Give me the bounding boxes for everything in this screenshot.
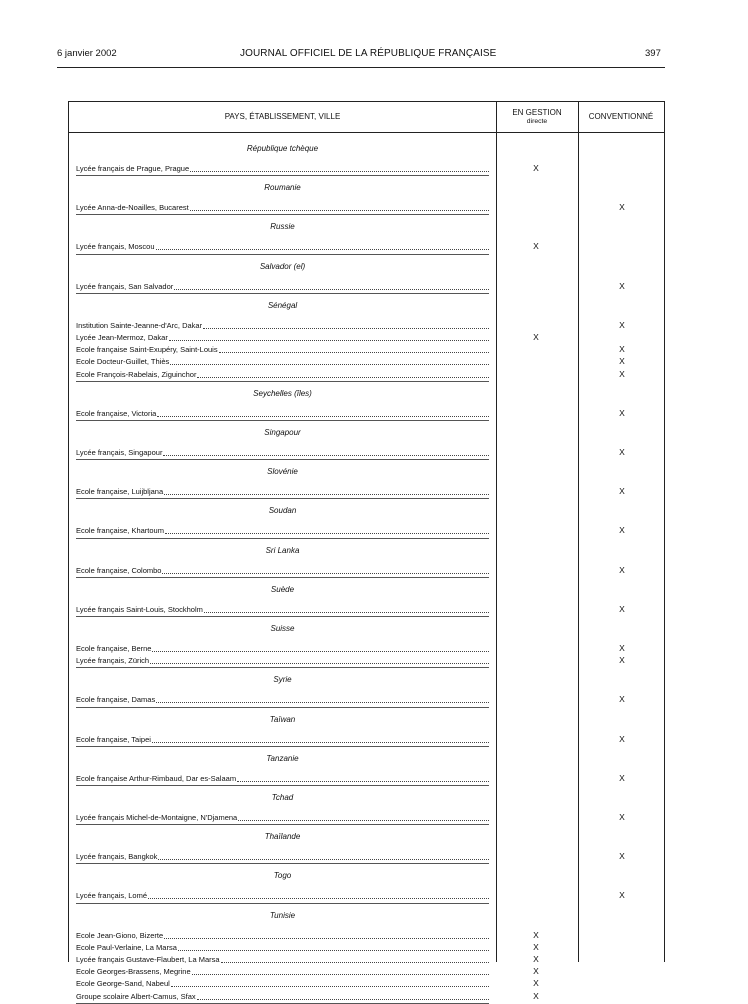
dot-leader bbox=[238, 820, 489, 821]
school-name: Lycée français de Prague, Prague bbox=[76, 164, 190, 173]
table-header-rule bbox=[69, 132, 664, 133]
gestion-mark: X bbox=[533, 990, 539, 1001]
column-divider-gestion bbox=[496, 102, 497, 962]
dot-leader bbox=[197, 377, 489, 378]
schools-table bbox=[68, 101, 665, 1001]
table-row bbox=[76, 990, 489, 1002]
dot-leader bbox=[171, 986, 489, 987]
dot-leader bbox=[157, 416, 489, 417]
group-separator bbox=[76, 254, 489, 255]
column-header-gestion-sub: directe bbox=[526, 118, 548, 125]
dot-leader bbox=[156, 702, 489, 703]
school-name: Ecole française, Luijbljana bbox=[76, 487, 164, 497]
school-name: Ecole française, Colombo bbox=[76, 565, 162, 575]
school-name: Ecole française Saint-Exupéry, Saint-Louis bbox=[76, 345, 218, 355]
conventionne-mark: X bbox=[619, 486, 625, 497]
conventionne-mark: X bbox=[619, 655, 625, 666]
country-heading: Sénégal bbox=[267, 300, 298, 310]
group-separator bbox=[76, 459, 489, 460]
table-row bbox=[76, 642, 489, 654]
table-row bbox=[76, 331, 489, 343]
dot-leader bbox=[190, 210, 489, 211]
school-name: Lycée français, San Salvador bbox=[76, 281, 174, 291]
column-header-pays: PAYS, ÉTABLISSEMENT, VILLE bbox=[224, 112, 341, 121]
table-row bbox=[76, 733, 489, 745]
dot-leader bbox=[169, 340, 489, 341]
school-name: Ecole Georges-Brassens, Megrine bbox=[76, 967, 191, 977]
group-separator bbox=[76, 707, 489, 708]
dot-leader bbox=[204, 612, 489, 613]
conventionne-mark: X bbox=[619, 694, 625, 705]
conventionne-mark: X bbox=[619, 356, 625, 367]
group-separator bbox=[76, 420, 489, 421]
conventionne-mark: X bbox=[619, 447, 625, 457]
table-row bbox=[76, 929, 489, 941]
group-separator bbox=[76, 175, 489, 176]
conventionne-mark: X bbox=[619, 890, 625, 901]
gestion-mark: X bbox=[533, 332, 539, 342]
school-name: Lycée Jean-Mermoz, Dakar bbox=[76, 333, 168, 342]
dot-leader bbox=[190, 171, 489, 172]
group-separator bbox=[76, 538, 489, 539]
table-row bbox=[76, 485, 489, 497]
table-row bbox=[76, 654, 489, 666]
table-row bbox=[76, 850, 489, 862]
conventionne-mark: X bbox=[619, 525, 625, 536]
school-name: Ecole française, Victoria bbox=[76, 408, 157, 418]
conventionne-mark: X bbox=[619, 603, 625, 614]
table-row bbox=[76, 965, 489, 977]
country-heading: Suisse bbox=[270, 624, 295, 633]
school-name: Groupe scolaire Albert-Camus, Sfax bbox=[76, 991, 196, 1001]
conventionne-mark: X bbox=[619, 202, 625, 213]
table-row bbox=[76, 977, 489, 989]
gestion-mark: X bbox=[533, 954, 539, 964]
table-row bbox=[76, 953, 489, 965]
group-separator bbox=[76, 863, 489, 864]
dot-leader bbox=[165, 533, 489, 534]
table-row bbox=[76, 772, 489, 784]
conventionne-mark: X bbox=[619, 368, 625, 379]
table-row bbox=[76, 240, 489, 252]
school-name: Lycée français Michel-de-Montaigne, N'Djamena bbox=[76, 813, 238, 822]
country-heading: Russie bbox=[270, 222, 295, 232]
country-heading: Seychelles (îles) bbox=[253, 388, 312, 398]
country-heading: Taïwan bbox=[269, 714, 296, 724]
table-row bbox=[76, 811, 489, 823]
school-name: Lycée français, Lomé bbox=[76, 891, 148, 901]
group-separator bbox=[76, 381, 489, 382]
dot-leader bbox=[150, 663, 489, 664]
table-row bbox=[76, 407, 489, 419]
header-page-number: 397 bbox=[645, 48, 661, 59]
country-heading: République tchèque bbox=[246, 144, 319, 153]
table-row bbox=[76, 343, 489, 355]
dot-leader bbox=[156, 249, 489, 250]
conventionne-mark: X bbox=[619, 564, 625, 575]
header-date: 6 janvier 2002 bbox=[57, 48, 117, 59]
dot-leader bbox=[178, 950, 489, 951]
dot-leader bbox=[192, 974, 489, 975]
dot-leader bbox=[164, 494, 489, 495]
gestion-mark: X bbox=[533, 941, 539, 952]
country-heading: Thaïlande bbox=[264, 832, 301, 842]
column-header-conventionne: CONVENTIONNÉ bbox=[588, 112, 654, 121]
group-separator bbox=[76, 903, 489, 904]
table-row bbox=[76, 355, 489, 367]
school-name: Ecole Jean-Giono, Bizerte bbox=[76, 930, 164, 940]
school-name: Ecole française, Khartoum bbox=[76, 526, 164, 536]
school-name: Ecole George-Sand, Nabeul bbox=[76, 979, 170, 989]
table-row bbox=[76, 524, 489, 536]
gestion-mark: X bbox=[533, 966, 539, 977]
dot-leader bbox=[152, 651, 489, 652]
school-name: Institution Sainte-Jeanne-d'Arc, Dakar bbox=[76, 320, 203, 330]
conventionne-mark: X bbox=[619, 733, 625, 744]
table-row bbox=[76, 280, 489, 292]
table-row bbox=[76, 201, 489, 213]
table-row bbox=[76, 446, 489, 458]
country-heading: Syrie bbox=[273, 675, 292, 685]
group-separator bbox=[76, 667, 489, 668]
conventionne-mark: X bbox=[619, 812, 625, 822]
country-heading: Singapour bbox=[264, 428, 301, 437]
header-journal-title: JOURNAL OFFICIEL DE LA RÉPUBLIQUE FRANÇAISE bbox=[240, 48, 497, 59]
table-row bbox=[76, 889, 489, 901]
conventionne-mark: X bbox=[619, 772, 625, 783]
dot-leader bbox=[162, 573, 489, 574]
gestion-mark: X bbox=[533, 241, 539, 252]
conventionne-mark: X bbox=[619, 280, 625, 291]
country-heading: Suède bbox=[270, 584, 295, 594]
dot-leader bbox=[203, 328, 489, 329]
school-name: Ecole Docteur-Guillet, Thiès bbox=[76, 357, 170, 367]
dot-leader bbox=[170, 364, 489, 365]
conventionne-mark: X bbox=[619, 407, 625, 418]
group-separator bbox=[76, 746, 489, 747]
dot-leader bbox=[237, 781, 489, 782]
dot-leader bbox=[197, 999, 489, 1000]
gestion-mark: X bbox=[533, 929, 539, 940]
table-row bbox=[76, 368, 489, 380]
school-name: Ecole française, Berne bbox=[76, 644, 152, 653]
country-heading: Togo bbox=[273, 871, 292, 881]
dot-leader bbox=[148, 898, 489, 899]
column-header-gestion-label: EN GESTION bbox=[512, 108, 562, 117]
dot-leader bbox=[164, 938, 489, 939]
school-name: Ecole française, Taipei bbox=[76, 734, 151, 744]
header-rule bbox=[57, 67, 665, 68]
country-heading: Soudan bbox=[268, 506, 297, 516]
country-heading: Tchad bbox=[271, 793, 294, 802]
table-row bbox=[76, 564, 489, 576]
gestion-mark: X bbox=[533, 978, 539, 989]
school-name: Lycée français, Bangkok bbox=[76, 852, 158, 862]
table-row bbox=[76, 162, 489, 174]
group-separator bbox=[76, 577, 489, 578]
group-separator bbox=[76, 293, 489, 294]
dot-leader bbox=[219, 352, 489, 353]
school-name: Lycée français Gustave-Flaubert, La Marsa bbox=[76, 955, 220, 964]
table-row bbox=[76, 319, 489, 331]
country-heading: Salvador (el) bbox=[259, 261, 306, 271]
country-heading: Tunisie bbox=[269, 910, 296, 920]
group-separator bbox=[76, 785, 489, 786]
conventionne-mark: X bbox=[619, 643, 625, 653]
school-name: Lycée français Saint-Louis, Stockholm bbox=[76, 604, 203, 614]
conventionne-mark: X bbox=[619, 851, 625, 862]
school-name: Ecole Paul-Verlaine, La Marsa bbox=[76, 942, 177, 952]
school-name: Lycée français, Singapour bbox=[76, 448, 163, 457]
school-name: Ecole française, Damas bbox=[76, 695, 156, 705]
country-heading: Slovénie bbox=[267, 467, 298, 477]
country-heading: Sri Lanka bbox=[265, 545, 300, 555]
table-row bbox=[76, 941, 489, 953]
school-name: Ecole française Arthur-Rimbaud, Dar es-Salaam bbox=[76, 773, 237, 783]
column-header-gestion bbox=[496, 108, 578, 126]
gestion-mark: X bbox=[533, 163, 539, 173]
group-separator bbox=[76, 498, 489, 499]
school-name: Lycée français, Zürich bbox=[76, 656, 150, 666]
group-separator bbox=[76, 214, 489, 215]
dot-leader bbox=[158, 859, 489, 860]
dot-leader bbox=[152, 742, 489, 743]
column-divider-conventionne bbox=[578, 102, 579, 962]
group-separator bbox=[76, 824, 489, 825]
group-separator bbox=[76, 616, 489, 617]
school-name: Ecole François-Rabelais, Ziguinchor bbox=[76, 369, 197, 379]
dot-leader bbox=[174, 289, 489, 290]
school-name: Lycée Anna-de-Noailles, Bucarest bbox=[76, 203, 189, 213]
dot-leader bbox=[221, 962, 489, 963]
table-row bbox=[76, 603, 489, 615]
country-heading: Tanzanie bbox=[266, 753, 299, 763]
conventionne-mark: X bbox=[619, 344, 625, 355]
school-name: Lycée français, Moscou bbox=[76, 242, 155, 252]
conventionne-mark: X bbox=[619, 319, 625, 330]
table-row bbox=[76, 693, 489, 705]
dot-leader bbox=[163, 455, 489, 456]
country-heading: Roumanie bbox=[264, 183, 301, 193]
